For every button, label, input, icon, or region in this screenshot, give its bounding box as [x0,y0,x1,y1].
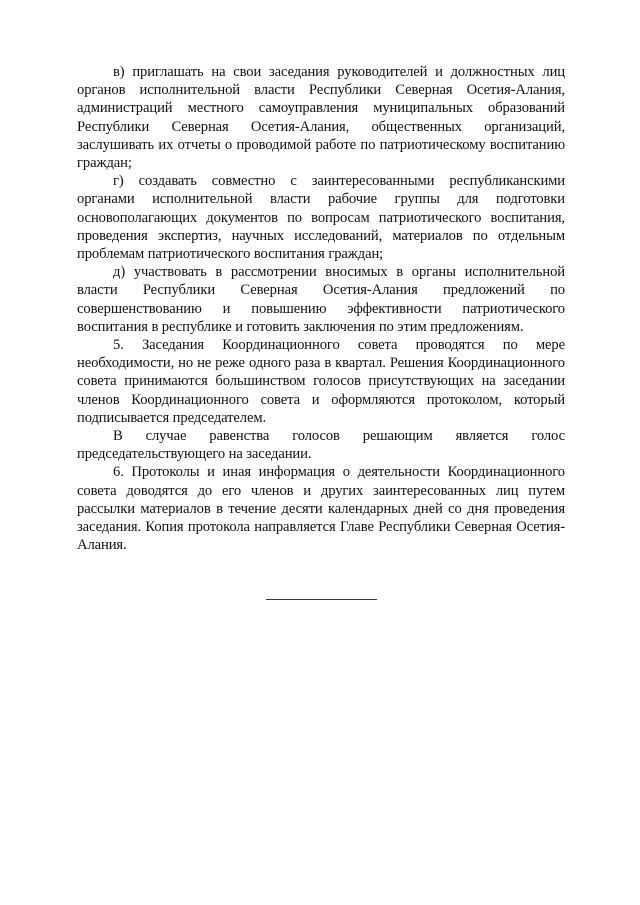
paragraph-5-meetings: 5. Заседания Координационного совета проводятся по мере необходимости, но не реже одного раза в квартал. Решения Координационного совета принимаются большинством голосов присутствующих на заседании членов Координационного совета и оформляются протоколом, который подписывается председателем. [77,337,565,426]
paragraph-v-invite-officials: в) приглашать на свои заседания руководителей и должностных лиц органов исполнительной власти Республики Северная Осетия-Алания, администраций местного самоуправления муниципальных образований Республики Северная Осетия-Алания, общественных организаций, заслушивать их отчеты о проводимой работе по патриотическому воспитанию граждан; [77,64,565,172]
paragraph-6-protocols: 6. Протоколы и иная информация о деятельности Координационного совета доводятся до его членов и других заинтересованных лиц путем рассылки материалов в течение десяти календарных дней со дня проведения заседания. Копия протокола направляется Главе Республики Северная Осетия-Алания. [77,464,565,554]
end-separator-line [266,599,377,600]
document-body [77,63,565,554]
paragraph-d-proposals: д) участвовать в рассмотрении вносимых в органы исполнительной власти Республики Северная Осетия-Алания предложений по совершенствованию и повышению эффективности патриотического воспитания в республике и готовить заключения по этим предложениям. [77,264,565,335]
paragraph-g-working-groups: г) создавать совместно с заинтересованными республиканскими органами исполнительной власти рабочие группы для подготовки основополагающих документов по вопросам патриотического воспитания, проведения экспертиз, научных исследований, материалов по отдельным проблемам патриотического воспитания граждан; [77,173,565,263]
paragraph-tie-vote: В случае равенства голосов решающим является голос председательствующего на заседании. [77,428,565,463]
